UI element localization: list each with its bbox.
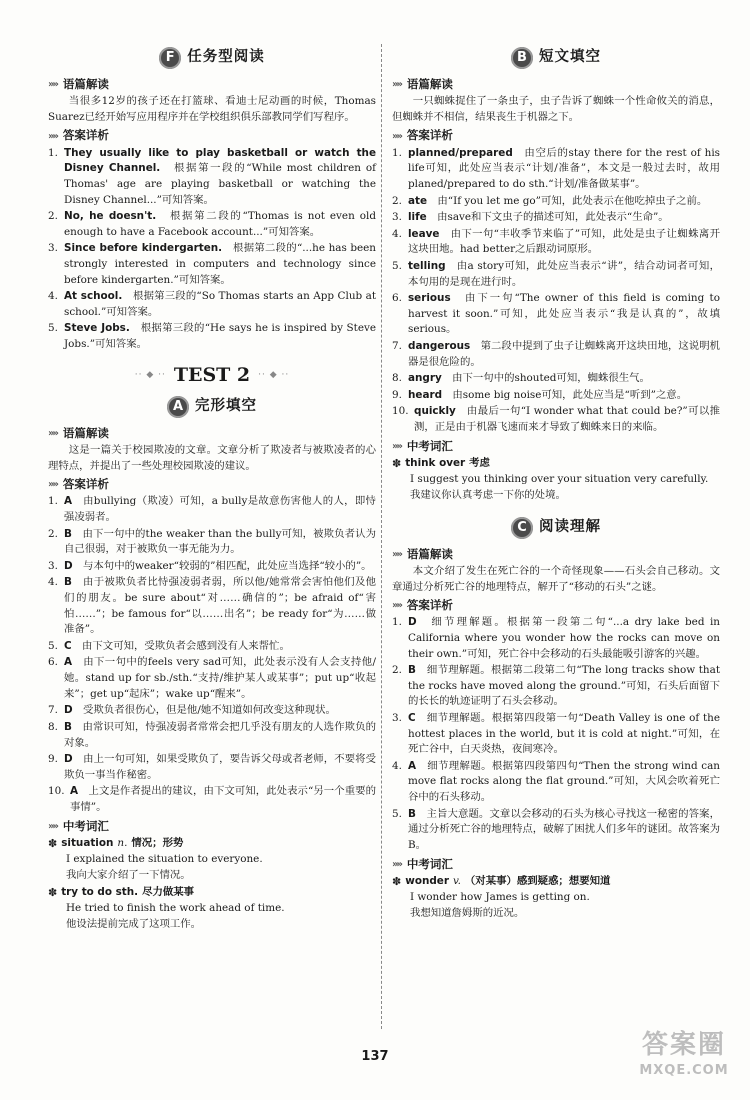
double-chevron-icon: »» [392,858,401,870]
list-item: 8. B 由常识可知，恃强凌弱者常常会把几乎没有朋友的人选作欺负的对象。 [48,720,376,749]
vocab-translation: 我向大家介绍了一下情况。 [66,868,191,881]
vocab-entry: ✽ try to do sth. 尽力做某事 [48,885,376,902]
section-b-header [392,44,720,72]
list-item: 8. angry 由下一句中的shouted可知，蜘蛛很生气。 [392,372,650,385]
star-icon: ✽ [48,836,58,850]
list-item: 1. They usually like to play basketball or watch the Disney Channel. 根据第一段的“While most children of Thomas' age are playing basketball or watching the Disney Channel...”可知答案。 [48,146,376,206]
double-chevron-icon: »» [48,479,57,491]
double-chevron-icon: »» [48,130,57,142]
vocab-example: I wonder how James is getting on. [410,891,590,904]
list-item: 2. B 细节理解题。根据第二段第二句“The long tracks show that the rocks have moved along the ground.”可知，石头后面留下的长长的轨迹证明了石头会移动。 [392,664,720,708]
test-title: TEST 2 [173,364,251,387]
list-item: 3. C 细节理解题。根据第四段第一句“Death Valley is one of the hottest places in the world, but it is cold at night.”可知，在死亡谷中，白天炎热，夜间寒冷。 [392,712,720,756]
list-item: 5. telling 由a story可知，此处应当表示“讲”，结合动词者可知，本句用的是现在进行时。 [392,259,720,288]
list-item: 5. B 主旨大意题。文章以会移动的石头为核心寻找这一秘密的答案，通过分析死亡谷的地理特点，破解了困扰人们多年的谜团。故答案为B。 [392,807,720,851]
list-item: 3. Since before kindergarten. 根据第二段的“...he has been strongly interested in computers and technology since before kindergarten.”可知答案。 [48,242,376,286]
decorative-dots: ·· ◆ ·· [134,369,166,380]
list-item: 1. D 细节理解题。根据第一段第二句“...a dry lake bed in California where you wonder how the rocks can move on their own.”可知，死亡谷中会移动的石头最能吸引游客的兴趣。 [392,616,720,660]
list-item: 10. quickly 由最后一句“I wonder what that could be?”可以推测，正是由于机器飞速而来才导致了蜘蛛来日的来临。 [392,405,720,434]
list-item: 2. No, he doesn't. 根据第二段的“Thomas is not even old enough to have a Facebook account...”可知答案。 [48,210,376,238]
list-item: 6. serious 由下一句“The owner of this field is coming to harvest it soon.”可知，此处应当表示“我是认真的”，故填serious。 [392,292,720,336]
section-a-header [48,393,376,421]
list-item: 7. dangerous 第二段中提到了虫子让蜘蛛离开这块田地，这说明机器是很危险的。 [392,340,720,368]
section-f-title: 任务型阅读 [187,49,265,66]
section-b-vocab [392,456,720,504]
double-chevron-icon: »» [392,130,401,142]
right-column [392,44,720,921]
list-item: 3. life 由save和下文虫子的描述可知，此处表示“生命”。 [392,211,669,224]
section-b-answers [392,146,720,436]
star-icon: ✽ [392,456,402,470]
vocab-entry: ✽ wonder v. （对某事）感到疑惑；想要知道 [392,874,720,891]
list-item: 5. C 由下文可知，受欺负者会感到没有人来帮忙。 [48,639,290,652]
list-item: 6. A 由下一句中的feels very sad可知，此处表示没有人会支持他/她。stand up for sb./sth.“支持/维护某人或某事”；put up“收起来”；get up“起床”；wake up“醒来”。 [48,656,376,700]
section-f-badge: F [159,47,181,69]
list-item: 4. At school. 根据第三段的“So Thomas starts an App Club at school.”可知答案。 [48,290,377,318]
section-c-vocab-head: »» 中考词汇 [392,856,453,871]
list-item: 7. D 受欺负者很伤心，但是他/她不知道如何改变这种现状。 [48,704,336,717]
double-chevron-icon: »» [48,79,57,91]
list-item: 9. heard 由some big noise可知，此处应当是“听到”之意。 [392,388,688,401]
section-a-badge: A [167,396,189,418]
list-item: 3. D 与本句中的weaker“较弱的”相匹配，此处应当选择“较小的”。 [48,559,372,572]
section-c-answers-head: »» 答案详析 [392,598,453,613]
section-b-summary-head: »» 语篇解读 [392,77,453,91]
section-f-answers [48,146,376,353]
section-f-answers-head: »» 答案详析 [48,128,109,143]
section-a-summary: 这是一篇关于校园欺凌的文章。文章分析了欺凌者与被欺凌者的心理特点，并提出了一些处理校园欺凌的建议。 [48,443,376,472]
section-b-badge: B [511,47,533,69]
page-number: 137 [361,1049,389,1064]
section-a-answers-head: »» 答案详析 [48,477,109,492]
section-f-summary-head: »» 语篇解读 [48,77,109,91]
section-f-header [48,44,376,72]
double-chevron-icon: »» [392,79,401,91]
vocab-example: I explained the situation to everyone. [66,853,263,866]
star-icon: ✽ [392,874,402,888]
section-c-title: 阅读理解 [539,518,601,535]
list-item: 1. planned/prepared 由空后的stay there for the rest of his life可知，此处应当表示“计划/准备”，本文是一般过去时，故用planed/prepared to do sth.“计划/准备做某事”。 [392,146,720,190]
section-a-answers [48,494,376,815]
section-c-vocab [392,874,720,922]
list-item: 5. Steve Jobs. 根据第三段的“He says he is inspired by Steve Jobs.”可知答案。 [48,322,377,351]
list-item: 1. A 由bullying（欺凌）可知，a bully是故意伤害他人的人，即恃强凌弱者。 [48,495,376,523]
section-f-summary: 当很多12岁的孩子还在打篮球、看迪士尼动画的时候，Thomas Suarez已经开始写应用程序并在学校组织俱乐部教同学们写程序。 [48,95,376,123]
vocab-example: He tried to finish the work ahead of time. [66,902,285,915]
double-chevron-icon: »» [48,427,57,439]
decorative-dots: ·· ◆ ·· [258,369,290,380]
watermark-logo: 答案圈 MXQE.COM [639,1030,729,1079]
double-chevron-icon: »» [392,600,401,612]
section-a-summary-head: »» 语篇解读 [48,425,109,440]
section-b-vocab-head: »» 中考词汇 [392,438,453,453]
vocab-entry: ✽ think over 考虑 [392,456,720,473]
double-chevron-icon: »» [392,440,401,452]
list-item: 2. B 由下一句中的the weaker than the bully可知，被欺负者认为自己很弱，对于被欺负一事无能为力。 [48,527,376,556]
list-item: 2. ate 由“If you let me go”可知，此处表示在他吃掉虫子之前。 [392,194,708,207]
vocab-translation: 我建议你认真考虑一下你的处境。 [410,489,566,502]
test-header [48,365,376,387]
section-c-header [392,514,720,542]
double-chevron-icon: »» [48,820,57,832]
section-b-answers-head: »» 答案详析 [392,128,453,143]
vocab-translation: 他设法提前完成了这项工作。 [66,917,202,930]
left-column [48,44,376,932]
list-item: 9. D 由上一句可知，如果受欺负了，要告诉父母或者老师，不要将受欺负一事当作秘密。 [48,753,376,781]
double-chevron-icon: »» [392,548,401,560]
list-item: 4. B 由于被欺负者比恃强凌弱者弱，所以他/她常常会害怕他们及他们的朋友。be sure about“对……确信的”；be afraid of“害怕……”；be famous for“以……出名”；be ready for“为……做准备”。 [48,576,376,636]
star-icon: ✽ [48,885,58,899]
list-item: 10. A 上文是作者提出的建议，由下文可知，此处表示“另一个重要的事情”。 [48,785,376,813]
column-divider [381,44,382,1029]
section-b-title: 短文填空 [539,49,601,66]
section-b-summary: 一只蜘蛛捉住了一条虫子，虫子告诉了蜘蛛一个性命攸关的消息，但蜘蛛并不相信，结果丧生于机器之下。 [392,95,720,123]
section-a-vocab-head: »» 中考词汇 [48,818,109,833]
section-a-vocab [48,836,376,932]
list-item: 4. A 细节理解题。根据第四段第四句“Then the strong wind can move flat rocks along the flat ground.”可知，大风会吹着死亡谷中的石头移动。 [392,759,720,804]
list-item: 4. leave 由下一句“丰收季节来临了”可知，此处是虫子让蜘蛛离开这块田地。had better之后跟动词原形。 [392,227,720,256]
section-a-title: 完形填空 [195,397,257,414]
vocab-example: I suggest you thinking over your situation very carefully. [410,473,709,486]
section-c-summary-head: »» 语篇解读 [392,546,453,561]
section-c-badge: C [511,517,533,539]
vocab-entry: ✽ situation n. 情况；形势 [48,836,376,853]
section-c-answers [392,615,720,853]
vocab-translation: 我想知道詹姆斯的近况。 [410,906,525,919]
section-c-summary: 本文介绍了发生在死亡谷的一个奇怪现象——石头会自己移动。文章通过分析死亡谷的地理特点，解开了“移动的石头”之谜。 [392,564,720,593]
